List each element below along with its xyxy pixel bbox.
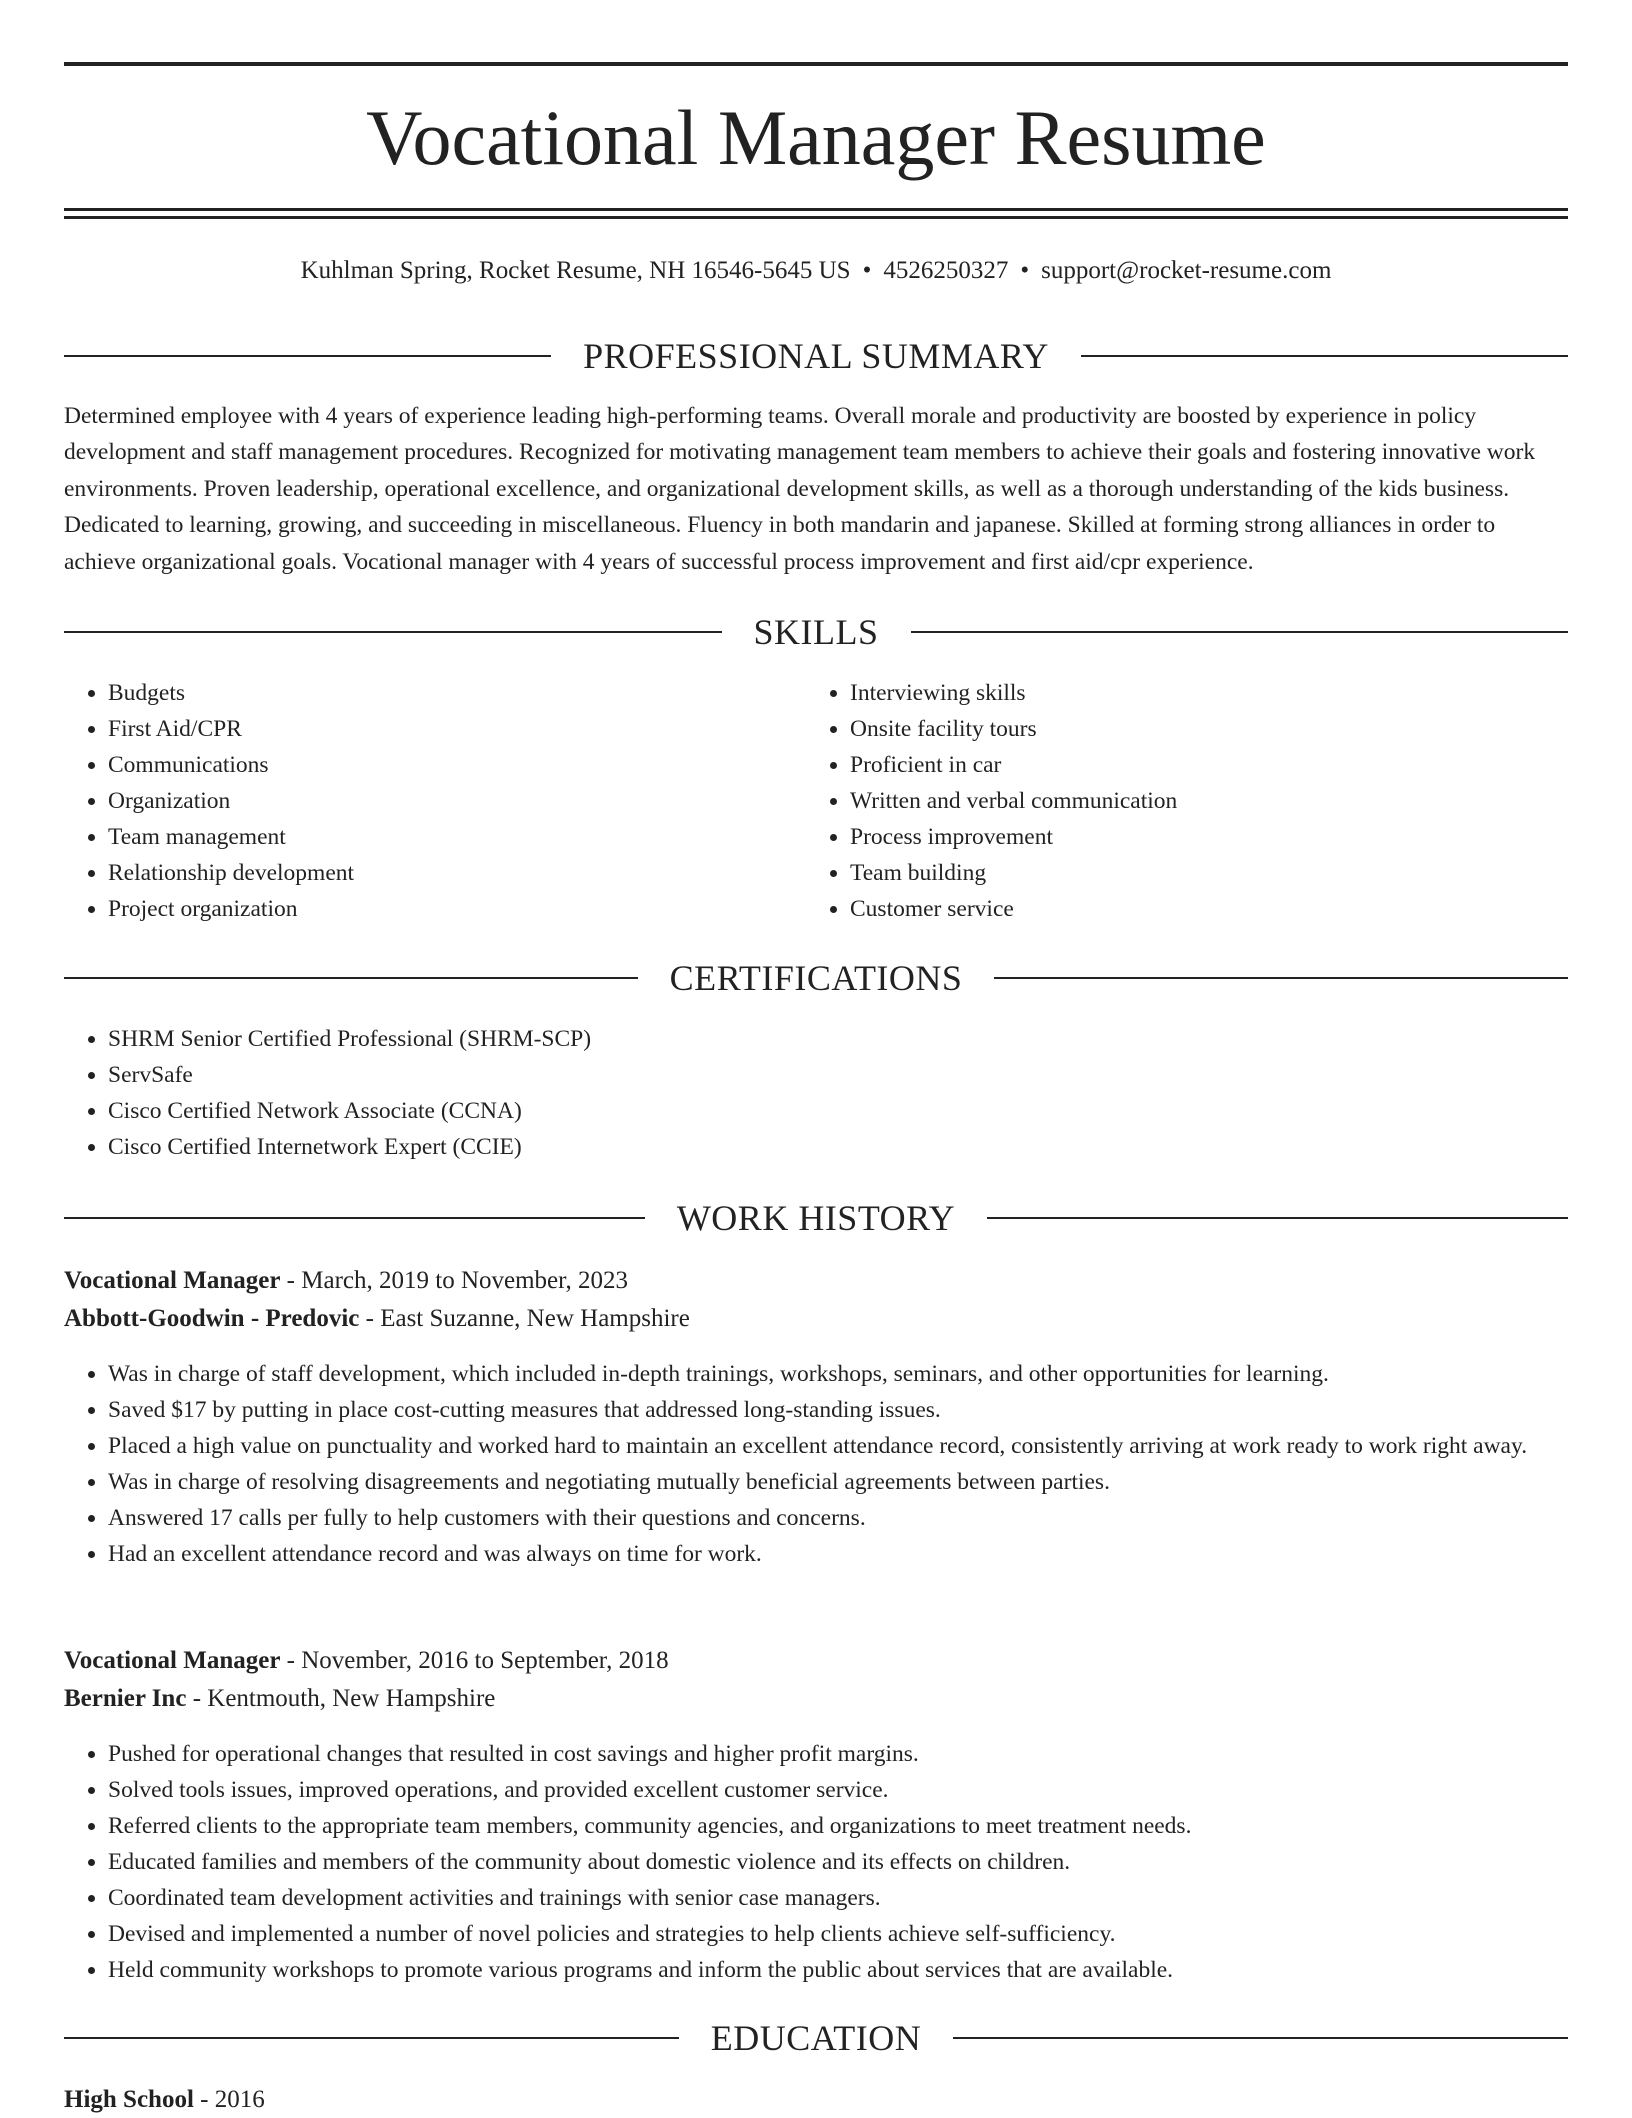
list-item: • Placed a high value on punctuality and worked hard to maintain an excellent attendance record, consistently arriving at work ready to work right away. bbox=[108, 1428, 1568, 1464]
section-rule-left bbox=[64, 977, 638, 979]
job-title: Vocational Manager bbox=[64, 1647, 281, 1674]
section-title: WORK HISTORY bbox=[676, 1198, 956, 1238]
list-item: • Customer service bbox=[850, 891, 1566, 927]
education-line bbox=[64, 2082, 1568, 2118]
job-company: Bernier Inc bbox=[64, 1685, 187, 1712]
list-item: • First Aid/CPR bbox=[108, 711, 764, 747]
list-item: • Budgets bbox=[108, 675, 764, 711]
education-degree: High School bbox=[64, 2086, 194, 2113]
contact-phone: 4526250327 bbox=[883, 257, 1009, 284]
list-item: • Referred clients to the appropriate team members, community agencies, and organizations to meet treatment needs. bbox=[108, 1808, 1568, 1844]
list-item: • Relationship development bbox=[108, 855, 764, 891]
job-title-line bbox=[64, 1643, 1568, 1679]
skills-list-right bbox=[806, 675, 1566, 927]
section-rule-right bbox=[987, 1217, 1568, 1219]
section-rule-left bbox=[64, 631, 722, 633]
job-dates: - November, 2016 to September, 2018 bbox=[280, 1647, 669, 1674]
list-item: • Pushed for operational changes that resulted in cost savings and higher profit margins. bbox=[108, 1736, 1568, 1772]
list-item: • Had an excellent attendance record and was always on time for work. bbox=[108, 1536, 1568, 1572]
job-dates: - March, 2019 to November, 2023 bbox=[280, 1267, 628, 1294]
job-location: - Kentmouth, New Hampshire bbox=[186, 1685, 496, 1712]
section-rule-right bbox=[953, 2037, 1568, 2039]
list-item: • Process improvement bbox=[850, 819, 1566, 855]
list-item: • Devised and implemented a number of novel policies and strategies to help clients achieve self-sufficiency. bbox=[108, 1916, 1568, 1952]
certifications-block bbox=[64, 1021, 1568, 1165]
section-rule-right bbox=[911, 631, 1569, 633]
contact-line bbox=[64, 254, 1568, 288]
job-company-line bbox=[64, 1681, 1568, 1717]
summary-text: Determined employee with 4 years of experience leading high-performing teams. Overall morale and productivity are boosted by experience in policy development and staff management procedures. Recognized for motivating management team members to achieve their goals and fostering innovative work environments. Proven leadership, operational excellence, and organizational development skills, as well as a thorough understanding of the kids business. Dedicated to learning, growing, and succeeding in miscellaneous. Fluency in both mandarin and japanese. Skilled at forming strong alliances in order to achieve organizational goals. Vocational manager with 4 years of successful process improvement and first aid/cpr experience. bbox=[64, 403, 1536, 575]
list-item: • Answered 17 calls per fully to help customers with their questions and concerns. bbox=[108, 1500, 1568, 1536]
section-heading-work bbox=[64, 1196, 1568, 1240]
list-item: • Saved $17 by putting in place cost-cutting measures that addressed long-standing issues. bbox=[108, 1392, 1568, 1428]
section-rule-right bbox=[1081, 355, 1568, 357]
job-company-line bbox=[64, 1301, 1568, 1337]
list-item: • Communications bbox=[108, 747, 764, 783]
section-heading-certifications bbox=[64, 956, 1568, 1000]
contact-email: support@rocket-resume.com bbox=[1041, 257, 1332, 284]
job-company: Abbott-Goodwin - Predovic bbox=[64, 1305, 360, 1332]
section-rule-right bbox=[994, 977, 1568, 979]
list-item: • Held community workshops to promote various programs and inform the public about services that are available. bbox=[108, 1952, 1568, 1988]
contact-separator: • bbox=[1020, 257, 1030, 284]
list-item: • Team building bbox=[850, 855, 1566, 891]
section-title: EDUCATION bbox=[710, 2018, 922, 2058]
list-item: • Interviewing skills bbox=[850, 675, 1566, 711]
section-title: PROFESSIONAL SUMMARY bbox=[583, 336, 1049, 376]
section-rule-left bbox=[64, 2037, 679, 2039]
list-item: • Team management bbox=[108, 819, 764, 855]
list-item: • ServSafe bbox=[108, 1057, 1568, 1093]
section-heading-skills bbox=[64, 610, 1568, 654]
section-rule-left bbox=[64, 355, 551, 357]
skills-column-left bbox=[64, 675, 764, 927]
job-location: - East Suzanne, New Hampshire bbox=[359, 1305, 690, 1332]
job-bullets bbox=[64, 1356, 1568, 1572]
section-title: SKILLS bbox=[753, 612, 879, 652]
section-heading-summary bbox=[64, 334, 1568, 378]
list-item: • Written and verbal communication bbox=[850, 783, 1566, 819]
list-item: • Organization bbox=[108, 783, 764, 819]
job-title: Vocational Manager bbox=[64, 1267, 281, 1294]
list-item: • Solved tools issues, improved operations, and provided excellent customer service. bbox=[108, 1772, 1568, 1808]
top-rule bbox=[64, 62, 1568, 66]
certifications-list bbox=[64, 1021, 1568, 1165]
title-rule-upper bbox=[64, 208, 1568, 211]
job-title-line bbox=[64, 1263, 1568, 1299]
job-bullet-list bbox=[64, 1736, 1568, 1988]
list-item: • Was in charge of resolving disagreements and negotiating mutually beneficial agreements between parties. bbox=[108, 1464, 1568, 1500]
section-heading-education bbox=[64, 2016, 1568, 2060]
list-item: • SHRM Senior Certified Professional (SHRM-SCP) bbox=[108, 1021, 1568, 1057]
list-item: • Coordinated team development activities and trainings with senior case managers. bbox=[108, 1880, 1568, 1916]
section-title: CERTIFICATIONS bbox=[669, 958, 963, 998]
skills-list-left bbox=[64, 675, 764, 927]
list-item: • Cisco Certified Network Associate (CCNA) bbox=[108, 1093, 1568, 1129]
contact-separator: • bbox=[862, 257, 872, 284]
job-bullet-list bbox=[64, 1356, 1568, 1572]
skills-column-right bbox=[806, 675, 1566, 927]
contact-address: Kuhlman Spring, Rocket Resume, NH 16546-5645 US bbox=[300, 257, 851, 284]
list-item: • Educated families and members of the community about domestic violence and its effects on children. bbox=[108, 1844, 1568, 1880]
job-bullets bbox=[64, 1736, 1568, 1988]
list-item: • Onsite facility tours bbox=[850, 711, 1566, 747]
list-item: • Cisco Certified Internetwork Expert (CCIE) bbox=[108, 1129, 1568, 1165]
list-item: • Proficient in car bbox=[850, 747, 1566, 783]
list-item: • Was in charge of staff development, which included in-depth trainings, workshops, seminars, and other opportunities for learning. bbox=[108, 1356, 1568, 1392]
education-year: - 2016 bbox=[193, 2086, 265, 2113]
list-item: • Project organization bbox=[108, 891, 764, 927]
section-rule-left bbox=[64, 1217, 645, 1219]
resume-title: Vocational Manager Resume bbox=[366, 94, 1266, 181]
title-rule-lower bbox=[64, 216, 1568, 219]
